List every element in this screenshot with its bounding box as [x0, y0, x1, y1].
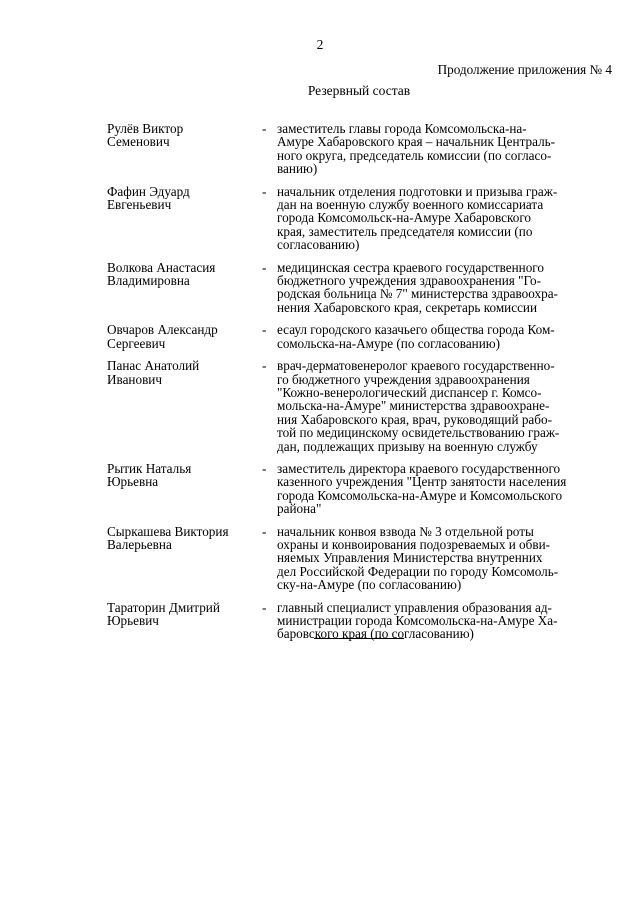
- member-role: медицинская сестра краевого государственного бюджетного учреждения здравоохранения "Го- родская больница № 7" министерства здравоохра- нения Хабаровского края, секретарь комиссии: [277, 259, 558, 315]
- member-row: [107, 261, 605, 315]
- member-dash: -: [262, 460, 267, 476]
- member-name: Овчаров Александр Сергеевич: [107, 322, 218, 351]
- member-role: заместитель главы города Комсомольска-на- Амуре Хабаровского края – начальник Централь- ного округа, председатель комиссии (по согласо- ванию): [277, 121, 556, 177]
- member-row: [107, 462, 605, 516]
- member-name: Фафин Эдуард Евгеньевич: [107, 183, 190, 213]
- member-name: Панас Анатолий Иванович: [107, 358, 200, 387]
- member-name: Тараторин Дмитрий Юрьевич: [107, 599, 220, 628]
- member-dash: -: [262, 599, 267, 615]
- member-row: [107, 185, 605, 252]
- member-row: [107, 601, 605, 641]
- member-name: Рулёв Виктор Семенович: [107, 121, 184, 150]
- member-name: Сыркашева Виктория Валерьевна: [107, 523, 229, 552]
- member-row: [107, 525, 605, 592]
- member-role: есаул городского казачьего общества города Ком- сомольска-на-Амуре (по согласованию): [277, 322, 555, 351]
- member-role: главный специалист управления образования ад- министрации города Комсомольска-на-Амуре Ха- баровского края (по согласованию): [277, 599, 558, 642]
- member-row: [107, 323, 605, 350]
- appendix-note: Продолжение приложения № 4: [437, 62, 612, 77]
- member-row: [107, 359, 605, 453]
- member-dash: -: [262, 523, 267, 539]
- end-divider: [314, 638, 404, 639]
- member-role: врач-дерматовенеролог краевого государственно- го бюджетного учреждения здравоохранения "Кожно-венерологический диспансер г. Комсо- мольска-на-Амуре" министерства здравоохране- ния Хабаровского края, врач, руководящий рабо- той по медицинскому освидетельствованию граж- дан, подлежащих призыву на военную службу: [277, 358, 560, 454]
- section-title: Резервный состав: [307, 83, 411, 98]
- member-role: заместитель директора краевого государственного казенного учреждения "Центр занятости населения города Комсомольска-на-Амуре и Комсомольского района": [277, 460, 567, 517]
- member-role: начальник конвоя взвода № 3 отдельной роты охраны и конвоирования подозреваемых и обви- няемых Управления Министерства внутренних дел Российской Федерации по городу Комсомоль- ску-на-Амуре (по согласованию): [277, 523, 559, 593]
- member-dash: -: [262, 322, 267, 338]
- member-name: Волкова Анастасия Владимировна: [107, 259, 216, 289]
- page-number: 2: [316, 37, 324, 52]
- member-dash: -: [262, 259, 267, 275]
- member-dash: -: [262, 183, 267, 199]
- member-row: [107, 122, 605, 176]
- member-dash: -: [262, 358, 267, 374]
- member-role: начальник отделения подготовки и призыва граж- дан на военную службу военного комиссариата города Комсомольск-на-Амуре Хабаровского края, заместитель председателя комиссии (по согласованию): [277, 183, 558, 253]
- member-dash: -: [262, 121, 267, 136]
- member-name: Рытик Наталья Юрьевна: [107, 460, 192, 490]
- reserve-members-list: [107, 122, 605, 650]
